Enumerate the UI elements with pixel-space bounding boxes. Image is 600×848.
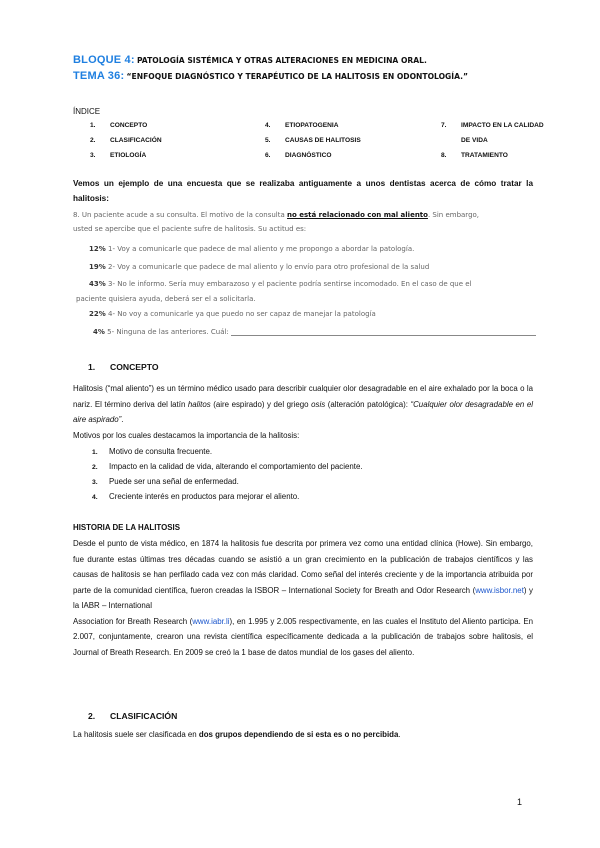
clasificacion-paragraph: La halitosis suele ser clasificada en dos grupos dependiendo de si esta es o no percibida. [73,730,401,739]
list-item: 3. Puede ser una señal de enfermedad. [92,477,239,486]
survey-intro: Vemos un ejemplo de una encuesta que se realizaba antiguamente a unos dentistas acerca de cómo tratar la halitosis: [73,179,533,203]
survey-answer: 22% 4- No voy a comunicarle ya que puedo no ser capaz de manejar la patología [89,310,376,318]
index-item: 8. TRATAMIENTO [441,152,508,159]
tema-heading [73,70,468,82]
bloque-heading [73,54,427,66]
answer-blank-line [231,328,536,336]
bloque-label: BLOQUE 4: [73,54,135,66]
section-clasificacion-heading: 2. CLASIFICACIÓN [88,711,178,721]
page-number: 1 [517,797,523,807]
section-concepto-heading: 1. CONCEPTO [88,362,159,372]
list-item: 1. Motivo de consulta frecuente. [92,447,213,456]
index-item: 1. CONCEPTO [90,122,148,129]
iabr-link[interactable]: www.iabr.li [192,616,230,626]
index-item: 5. CAUSAS DE HALITOSIS [265,137,361,144]
tema-label: TEMA 36: [73,70,125,82]
list-item: 4. Creciente interés en productos para mejorar el aliento. [92,492,300,501]
index-item: 2. CLASIFICACIÓN [90,137,162,144]
survey-question: 8. Un paciente acude a su consulta. El motivo de la consulta no está relacionado con mal aliento. Sin embargo, [73,211,480,219]
index-item: 7. IMPACTO EN LA CALIDAD [441,122,544,129]
survey-answer: 4% 5- Ninguna de las anteriores. Cuál: [93,328,536,336]
bloque-text: PATOLOGÍA SISTÉMICA Y OTRAS ALTERACIONES EN MEDICINA ORAL. [136,56,427,65]
index-title: ÍNDICE [73,107,101,116]
survey-answer: 43% 3- No le informo. Sería muy embarazoso y el paciente podría sentirse incomodado. En el caso de que el [89,280,472,288]
list-item: 2. Impacto en la calidad de vida, alterando el comportamiento del paciente. [92,462,363,471]
survey-answer-continued: paciente quisiera ayuda, deberá ser el a solicitarla. [76,295,256,303]
index-item: 3. ETIOLOGÍA [90,152,147,159]
history-paragraph: Desde el punto de vista médico, en 1874 la halitosis fue descrita por primera vez como una entidad clínica (Howe). Sin embargo, fue durante estas últimas tres décadas cuando se asistió a un gran crecimiento en la publicación de trabajos científicos y las causas de halitosis se han perfilado cada vez con más claridad. Como señal del interés creciente y de la importancia atribuida por parte de la comunidad científica, fueron creadas la ISBOR – International Society for Breath and Odor Research (www.isbor.net) y la IABR – International Association for Breath Research (www.iabr.li), en 1.995 y 2.005 respectivamente, en las cuales el Instituto del Aliento participa. En 2.007, conjuntamente, crearon una revista científica específicamente dedicada a la publicación de trabajos sobre halitosis, el Journal of Breath Research. En 2009 se creó la 1 base de datos mundial de los gases del aliento. [73,539,533,657]
concepto-paragraph: Halitosis (“mal aliento”) es un término médico usado para describir cualquier olor desagradable en el aire exhalado por la boca o la nariz. El término deriva del latín halitos (aire espirado) y del griego osis (alteración patológica): “Cualquier olor desagradable en el aire aspirado”. [73,384,534,424]
index-item: 6. DIAGNÓSTICO [265,152,332,159]
survey-question-line2: usted se apercibe que el paciente sufre de halitosis. Su actitud es: [73,225,307,233]
motives-intro: Motivos por los cuales destacamos la importancia de la halitosis: [73,431,300,440]
survey-answer: 12% 1- Voy a comunicarle que padece de mal aliento y me propongo a abordar la patología. [89,245,415,253]
isbor-link[interactable]: www.isbor.net [475,585,524,595]
index-item: 4. ETIOPATOGENIA [265,122,339,129]
index-item: DE VIDA [461,137,488,144]
survey-answer: 19% 2- Voy a comunicarle que padece de mal aliento y lo envío para otro profesional de la salud [89,263,430,271]
history-title: HISTORIA DE LA HALITOSIS [73,523,180,532]
tema-text: “ENFOQUE DIAGNÓSTICO Y TERAPÉUTICO DE LA HALITOSIS EN ODONTOLOGÍA.” [126,72,469,81]
